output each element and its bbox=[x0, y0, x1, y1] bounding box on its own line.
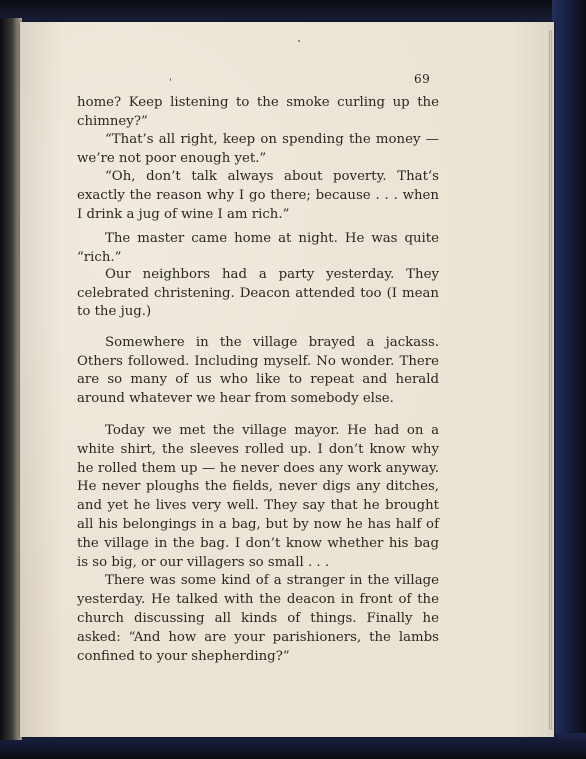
text-block-neighbors bbox=[77, 266, 439, 322]
book-gutter bbox=[0, 18, 22, 740]
paragraph: “Oh, don’t talk always about poverty. That’s exactly the reason why I go there; because . . . when I drink a jug of wine I am rich.” bbox=[77, 169, 439, 222]
page-speck bbox=[298, 40, 300, 42]
page-speck bbox=[170, 78, 171, 81]
page-number: 69 bbox=[414, 72, 431, 86]
text-block-master bbox=[77, 230, 439, 267]
text-block-dialogue bbox=[77, 94, 439, 224]
paragraph: There was some kind of a stranger in the village yesterday. He talked with the deacon in front of the church discussing all kinds of things. Finally he asked: “And how are your parishioners, the lambs confined to your shepherding?” bbox=[77, 573, 439, 664]
paragraph: The master came home at night. He was quite “rich.” bbox=[77, 231, 439, 265]
book-cover-top bbox=[0, 0, 586, 22]
paragraph: Our neighbors had a party yesterday. They celebrated christening. Deacon attended too (I mean to the jug.) bbox=[77, 267, 439, 320]
book-cover-right bbox=[552, 0, 586, 759]
paragraph: “That’s all right, keep on spending the money — we’re not poor enough yet.” bbox=[77, 132, 439, 166]
paragraph: Today we met the village mayor. He had on a white shirt, the sleeves rolled up. I don’t know why he rolled them up — he never does any work anyway. He never ploughs the fields, never digs any ditches, and yet he lives very well. They say that he brought all his belongings in a bag, but by now he has half of the village in the bag. I don’t know whether his bag is so big, or our villagers so small . . . bbox=[77, 423, 439, 570]
text-block-mayor bbox=[77, 422, 439, 666]
paragraph: Somewhere in the village brayed a jackass. Others followed. Including myself. No wonder. There are so many of us who like to repeat and herald around whatever we hear from somebody else. bbox=[77, 335, 439, 406]
text-block-jackass bbox=[77, 334, 439, 408]
paragraph: home? Keep listening to the smoke curling up the chimney?” bbox=[77, 95, 439, 129]
page-edge bbox=[548, 30, 553, 730]
